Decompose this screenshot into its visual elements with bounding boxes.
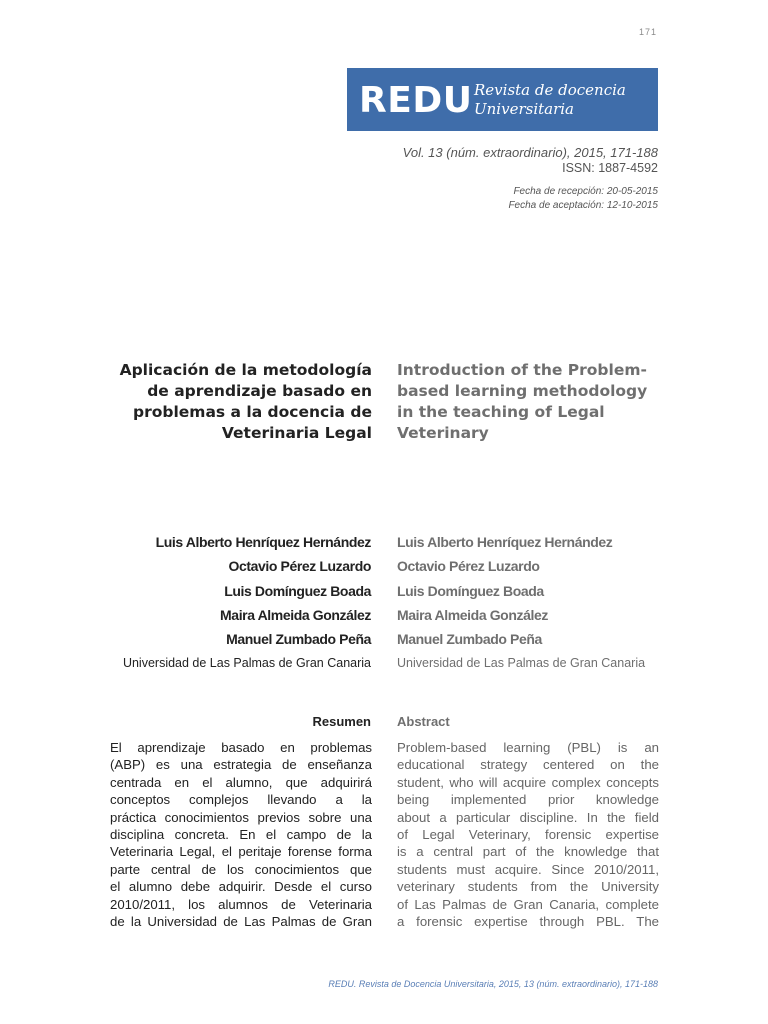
journal-subtitle-line: Revista de docencia xyxy=(474,81,626,99)
journal-banner xyxy=(347,68,658,131)
abstract-line: educational strategy centered on the xyxy=(397,757,659,773)
abstract-line: student, who will acquire complex concepts xyxy=(397,774,659,790)
title-line: based learning methodology xyxy=(397,382,648,400)
title-line: Introduction of the Problem- xyxy=(397,361,647,379)
abstract-line: is a central part of the knowledge that xyxy=(397,844,659,860)
resumen-line: de la Universidad de Las Palmas de Gran xyxy=(110,914,372,930)
abstract-line: a forensic expertise through PBL. The xyxy=(397,914,659,930)
resumen-heading: Resumen xyxy=(312,714,371,729)
volume-info: Vol. 13 (núm. extraordinario), 2015, 171-188 xyxy=(402,145,658,160)
resumen-line: disciplina concreta. En el campo de la xyxy=(110,827,372,843)
title-line: Veterinaria Legal xyxy=(221,424,372,442)
journal-subtitle-line: Universitaria xyxy=(474,100,574,118)
affiliation: Universidad de Las Palmas de Gran Canaria xyxy=(397,656,646,671)
title-line: Aplicación de la metodología xyxy=(119,361,372,379)
abstract-line: veterinary students from the University xyxy=(397,879,659,895)
authors-english xyxy=(397,530,659,672)
resumen-text xyxy=(110,739,372,934)
title-spanish xyxy=(100,360,372,444)
authors-spanish xyxy=(100,530,371,672)
abstract-line: about a particular discipline. In the field xyxy=(397,809,659,825)
issn: ISSN: 1887-4592 xyxy=(562,161,658,175)
abstract-line: of Legal Veterinary, forensic expertise xyxy=(397,827,659,843)
author-name: Luis Alberto Henríquez Hernández xyxy=(397,534,613,550)
author-name: Octavio Pérez Luzardo xyxy=(228,558,371,575)
resumen-line: Veterinaria Legal, el peritaje forense forma xyxy=(110,844,372,860)
resumen-line: 2010/2011, los alumnos de Veterinaria xyxy=(110,896,372,912)
abstract-line: being implemented prior knowledge xyxy=(397,792,659,808)
footer-citation: REDU. Revista de Docencia Universitaria, 2015, 13 (núm. extraordinario), 171-188 xyxy=(328,979,658,989)
title-line: in the teaching of Legal xyxy=(397,403,605,421)
title-english xyxy=(397,360,659,444)
journal-logo: REDU xyxy=(359,80,473,121)
author-name: Maira Almeida González xyxy=(220,606,371,623)
page-number: 171 xyxy=(638,27,657,37)
title-line: problemas a la docencia de xyxy=(132,403,372,421)
abstract-text xyxy=(397,739,659,934)
author-name: Manuel Zumbado Peña xyxy=(397,631,542,648)
resumen-line: el alumno debe adquirir. Desde el curso xyxy=(110,879,372,895)
author-name: Octavio Pérez Luzardo xyxy=(397,558,540,575)
author-name: Luis Alberto Henríquez Hernández xyxy=(155,534,371,550)
journal-subtitle xyxy=(474,81,626,119)
resumen-line: conceptos complejos llevando a la xyxy=(110,792,372,808)
affiliation: Universidad de Las Palmas de Gran Canaria xyxy=(122,656,371,671)
received-date: Fecha de recepción: 20-05-2015 xyxy=(513,186,658,197)
title-line: de aprendizaje basado en xyxy=(147,382,372,400)
resumen-line: (ABP) es una estrategia de enseñanza xyxy=(110,757,372,773)
resumen-line: centrada en el alumno, que adquirirá xyxy=(110,774,372,790)
resumen-line: El aprendizaje basado en problemas xyxy=(110,740,372,755)
author-name: Luis Domínguez Boada xyxy=(224,582,371,599)
accepted-date: Fecha de aceptación: 12-10-2015 xyxy=(508,200,658,211)
abstract-heading: Abstract xyxy=(397,714,450,729)
resumen-line: parte central de los conocimientos que xyxy=(110,861,372,877)
abstract-line: students must acquire. Since 2010/2011, xyxy=(397,861,659,877)
author-name: Maira Almeida González xyxy=(397,606,548,623)
resumen-line: práctica conocimientos previos sobre una xyxy=(110,809,372,825)
abstract-line: Problem-based learning (PBL) is an xyxy=(397,740,659,755)
author-name: Luis Domínguez Boada xyxy=(397,582,544,599)
author-name: Manuel Zumbado Peña xyxy=(226,631,371,648)
title-line: Veterinary xyxy=(397,424,489,442)
abstract-line: of Las Palmas de Gran Canaria, complete xyxy=(397,896,659,912)
